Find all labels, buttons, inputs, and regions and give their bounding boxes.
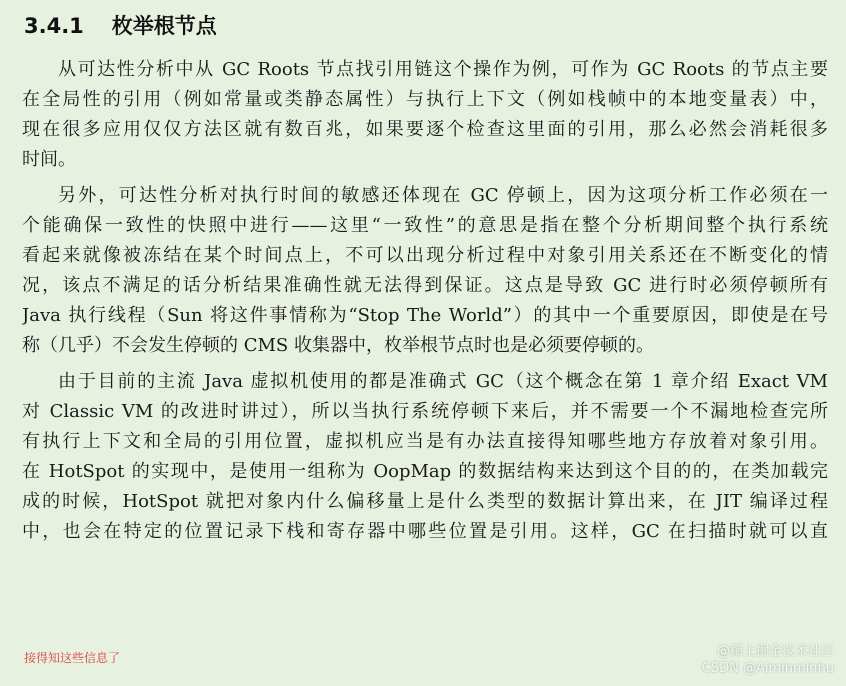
red-annotation: 接得知这些信息了 xyxy=(24,651,121,665)
text-line: 另外，可达性分析对执行时间的敏感还体现在 GC 停顿上，因为这项分析工作必须在一 xyxy=(58,185,828,206)
text-line: 从可达性分析中从 GC Roots 节点找引用链这个操作为例，可作为 GC Roots 的节点主要 xyxy=(58,59,828,80)
body-text xyxy=(22,55,828,553)
paragraph-1 xyxy=(22,55,828,175)
watermark-line: CSDN @Aiminminhu xyxy=(701,661,834,676)
text-line: 对 Classic VM 的改进时讲过），所以当执行系统停顿下来后，并不需要一个不漏地检查完所 xyxy=(22,401,828,422)
text-line: 现在很多应用仅仅方法区就有数百兆，如果要逐个检查这里面的引用，那么必然会消耗很多 xyxy=(22,119,828,140)
text-line: 在 HotSpot 的实现中，是使用一组称为 OopMap 的数据结构来达到这个目的的，在类加载完 xyxy=(22,461,828,482)
text-line: 况，该点不满足的话分析结果准确性就无法得到保证。这点是导致 GC 进行时必须停顿所有 xyxy=(22,275,828,296)
text-line: 在全局性的引用（例如常量或类静态属性）与执行上下文（例如栈帧中的本地变量表）中， xyxy=(22,89,828,110)
section-title: 枚举根节点 xyxy=(111,14,217,38)
text-line: 个能确保一致性的快照中进行——这里“一致性”的意思是指在整个分析期间整个执行系统 xyxy=(22,215,828,236)
text-line: 中，也会在特定的位置记录下栈和寄存器中哪些位置是引用。这样，GC 在扫描时就可以直 xyxy=(22,521,828,542)
watermark xyxy=(702,643,834,677)
text-line: Java 执行线程（Sun 将这件事情称为“Stop The World”）的其中一个重要原因，即使是在号 xyxy=(22,305,828,326)
watermark-line: @稀土掘金技术社区 xyxy=(716,644,834,659)
text-line: 成的时候，HotSpot 就把对象内什么偏移量上是什么类型的数据计算出来，在 JIT 编译过程 xyxy=(22,491,828,512)
text-line: 看起来就像被冻结在某个时间点上，不可以出现分析过程中对象引用关系还在不断变化的情 xyxy=(22,245,828,266)
text-line: 时间。 xyxy=(22,149,76,170)
paragraph-2 xyxy=(22,181,828,361)
text-line: 称（几乎）不会发生停顿的 CMS 收集器中，枚举根节点时也是必须要停顿的。 xyxy=(22,335,654,356)
section-heading xyxy=(24,10,217,40)
section-number: 3.4.1 xyxy=(24,14,84,38)
text-line: 由于目前的主流 Java 虚拟机使用的都是准确式 GC（这个概念在第 1 章介绍 Exact VM xyxy=(58,371,828,392)
text-line: 有执行上下文和全局的引用位置，虚拟机应当是有办法直接得知哪些地方存放着对象引用。 xyxy=(22,431,828,452)
paragraph-3 xyxy=(22,367,828,547)
